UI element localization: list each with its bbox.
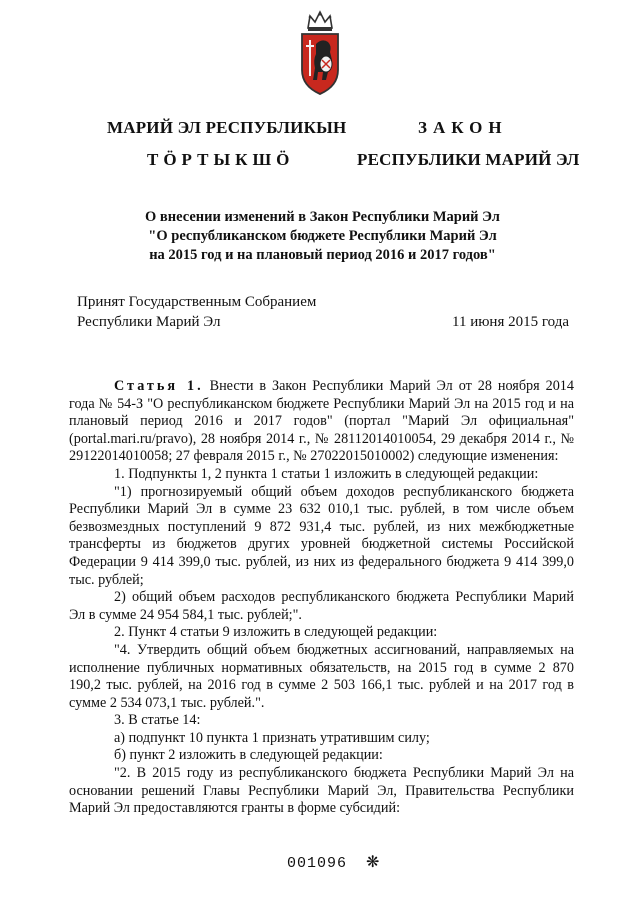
paragraph: 2. Пункт 4 статьи 9 изложить в следующей редакции: — [114, 624, 438, 641]
paragraph: б) пункт 2 изложить в следующей редакции: — [114, 747, 383, 764]
adoption-date: 11 июня 2015 года — [452, 314, 569, 330]
law-title — [60, 208, 585, 265]
coat-of-arms-emblem — [296, 10, 344, 102]
paragraph: "2. В 2015 году из республиканского бюджета Республики Марий Эл на основании решений Главы Республики Марий Эл, Правительства Республики Марий Эл предоставляются гранты в форме субсидий: — [69, 765, 574, 817]
adoption-line1: Принят Государственным Собранием — [77, 294, 317, 310]
paragraph: 2) общий объем расходов республиканского бюджета Республики Марий Эл в сумме 24 954 584,1 тыс. рублей;". — [69, 589, 574, 623]
header-left-line1: МАРИЙ ЭЛ РЕСПУБЛИКЫН — [107, 118, 347, 137]
adoption-line2: Республики Марий Эл — [77, 314, 221, 330]
paragraph: "4. Утвердить общий объем бюджетных ассигнований, направляемых на исполнение публичных нормативных обязательств, на 2015 год в сумме 2 870 190,2 тыс. рублей, на 2016 год в сумме 2 503 166,1 тыс. рублей и на 2017 год в сумме 2 534 073,1 тыс. рублей.". — [69, 641, 574, 711]
article-1-paragraph — [69, 378, 574, 466]
article-1-text: Внести в Закон Республики Марий Эл от 28 ноября 2014 года № 54-З "О республиканском бюджете Республики Марий Эл на 2015 год и на плановый период 2016 и 2017 годов" (портал "Марий Эл официальная" (portal.mari.ru/pravo), 28 ноября 2014 г., № 28112014010054, 29 декабря 2014 г., № 29122014010058; 27 февраля 2015 г., № 27022015010002) следующие изменения: — [69, 378, 574, 465]
law-title-line2: "О республиканском бюджете Республики Марий Эл — [148, 228, 497, 244]
paragraph: "1) прогнозируемый общий объем доходов республиканского бюджета Республики Марий Эл в сумме 23 632 010,1 тыс. рублей, в том числе объем безвозмездных поступлений 9 872 931,4 тыс. рублей, из них межбюджетные трансферты из бюджетов других уровней бюджетной системы Российской Федерации 9 414 399,0 тыс. рублей, из них из федерального бюджета 9 414 399,0 тыс. рублей; — [69, 483, 574, 588]
serial-mark-icon: ❋ — [366, 854, 380, 871]
article-label: Статья 1. — [114, 378, 204, 394]
paragraph: а) подпункт 10 пункта 1 признать утратившим силу; — [114, 729, 430, 746]
header-right-line2: РЕСПУБЛИКИ МАРИЙ ЭЛ — [357, 150, 580, 169]
header-right-line1: ЗАКОН — [418, 118, 508, 137]
document-body — [69, 378, 574, 818]
paragraph: 1. Подпункты 1, 2 пункта 1 статьи 1 изложить в следующей редакции: — [114, 465, 539, 482]
paragraph: 3. В статье 14: — [114, 712, 201, 729]
document-serial-number: 001096 — [287, 855, 348, 872]
header-left-line2: ТӦРТЫКШӦ — [147, 150, 295, 169]
law-title-line1: О внесении изменений в Закон Республики Марий Эл — [145, 209, 500, 225]
law-title-line3: на 2015 год и на плановый период 2016 и 2017 годов" — [149, 247, 496, 263]
adoption-statement — [77, 292, 316, 332]
